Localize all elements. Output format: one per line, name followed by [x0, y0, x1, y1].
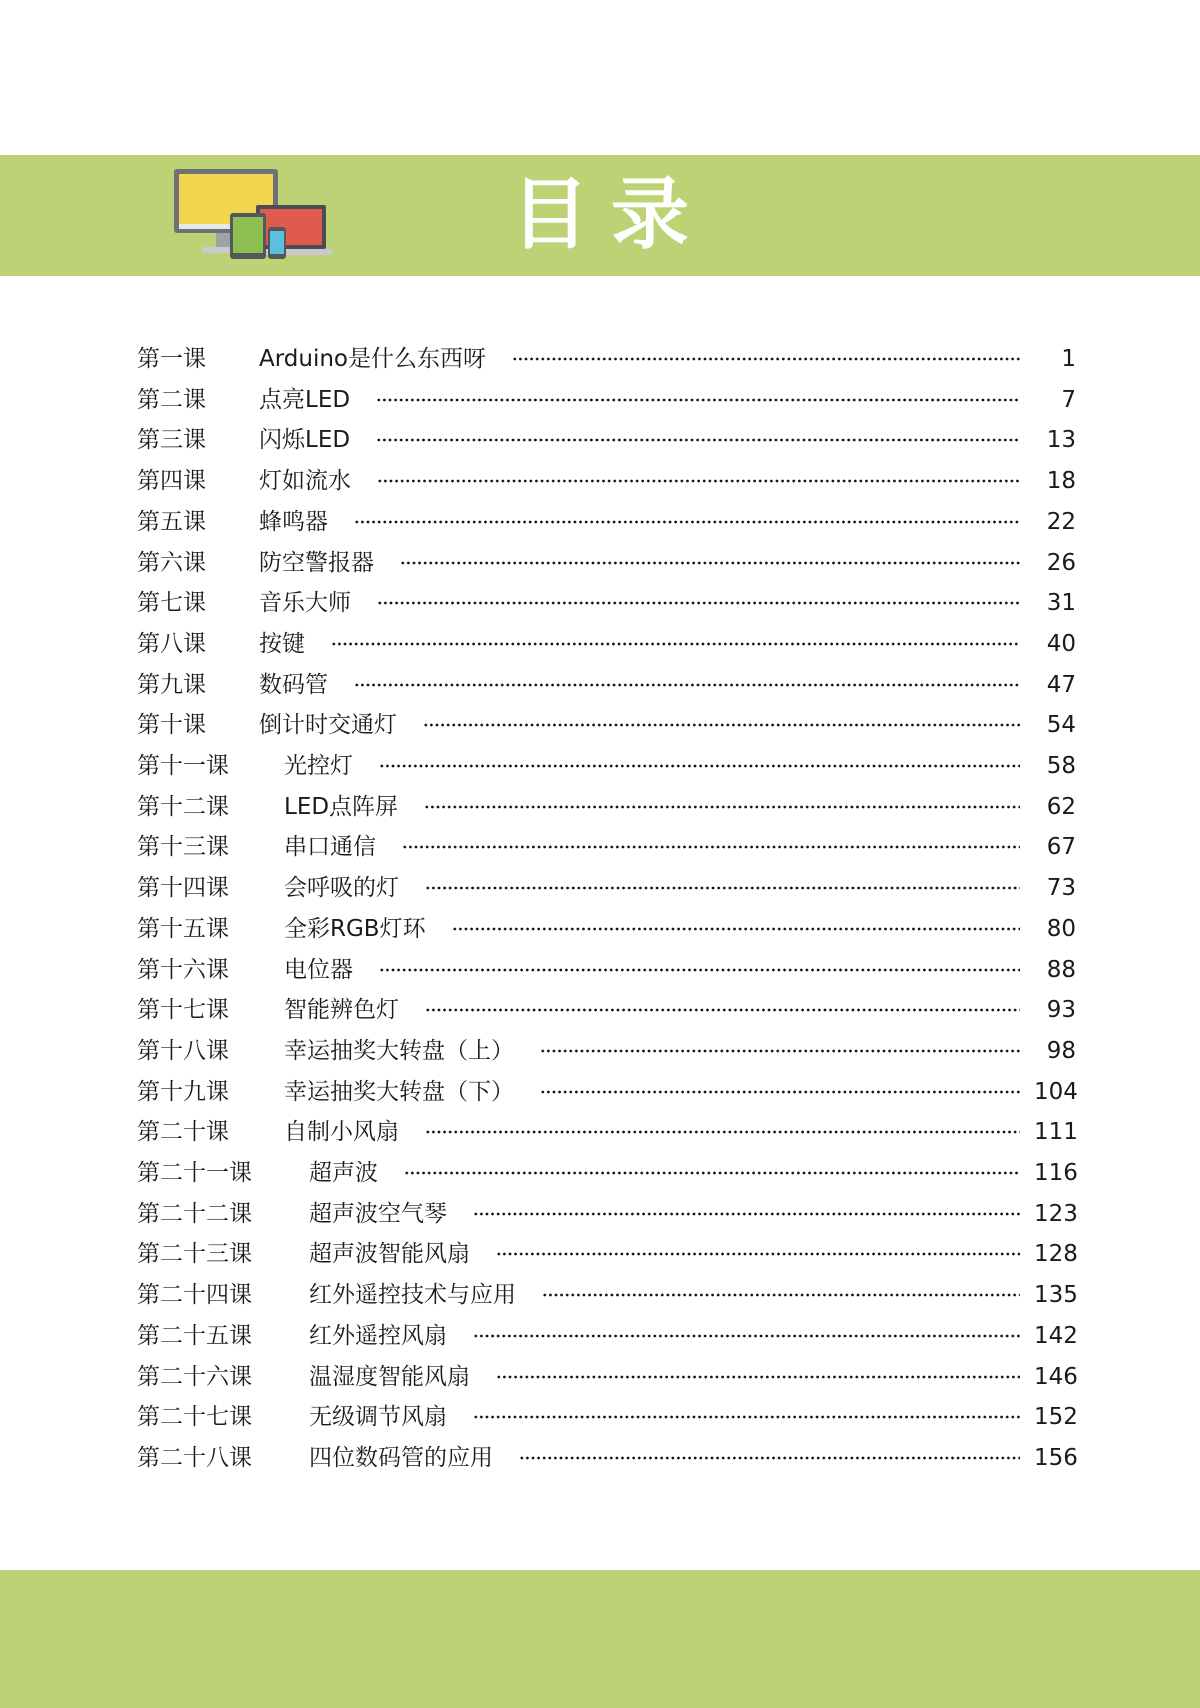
toc-lesson-number: 第十六课 [137, 956, 229, 983]
dot-leader [473, 1415, 1020, 1419]
toc-page-number: 104 [1034, 1078, 1078, 1105]
toc-topic: 幸运抽奖大转盘（上） [284, 1037, 514, 1064]
toc-lesson-number: 第二十三课 [137, 1241, 252, 1268]
toc-lesson-number: 第六课 [137, 549, 206, 576]
toc-entry[interactable] [137, 827, 1076, 867]
dot-leader [376, 438, 1020, 442]
dot-leader [425, 886, 1020, 890]
toc-page-number: 135 [1034, 1282, 1078, 1309]
toc-entry[interactable] [137, 543, 1076, 583]
toc-page-number: 13 [1046, 427, 1076, 454]
toc-entry[interactable] [137, 624, 1076, 664]
toc-topic: 音乐大师 [259, 590, 351, 617]
toc-topic: 按键 [259, 630, 305, 657]
toc-page-number: 73 [1046, 875, 1076, 902]
toc-topic: 数码管 [259, 671, 328, 698]
toc-lesson-number: 第五课 [137, 508, 206, 535]
page-title: 目录 [510, 170, 711, 260]
toc-entry[interactable] [137, 1031, 1076, 1071]
toc-entry[interactable] [137, 950, 1076, 990]
toc-topic: Arduino是什么东西呀 [259, 346, 487, 372]
toc-lesson-number: 第四课 [137, 468, 206, 495]
toc-page-number: 98 [1046, 1037, 1076, 1064]
toc-lesson-number: 第九课 [137, 671, 206, 698]
toc-topic: 会呼吸的灯 [284, 875, 399, 902]
toc-entry[interactable] [137, 1153, 1076, 1193]
toc-lesson-number: 第十课 [137, 712, 206, 739]
toc-topic: 红外遥控风扇 [309, 1322, 447, 1349]
toc-lesson-number: 第二课 [137, 386, 206, 413]
dot-leader [542, 1293, 1020, 1297]
toc-entry[interactable] [137, 1397, 1076, 1437]
toc-page-number: 93 [1046, 997, 1076, 1024]
dot-leader [402, 845, 1020, 849]
toc-lesson-number: 第二十七课 [137, 1404, 252, 1431]
toc-topic: 红外遥控技术与应用 [309, 1282, 516, 1309]
dot-leader [540, 1049, 1020, 1053]
toc-topic: 电位器 [284, 956, 353, 983]
toc-lesson-number: 第十五课 [137, 915, 229, 942]
header-banner [0, 155, 1200, 276]
toc-topic: 闪烁LED [259, 427, 351, 454]
toc-lesson-number: 第十四课 [137, 875, 229, 902]
toc-entry[interactable] [137, 990, 1076, 1030]
toc-page-number: 67 [1046, 834, 1076, 861]
toc-topic: 智能辨色灯 [284, 997, 399, 1024]
toc-entry[interactable] [137, 746, 1076, 786]
toc-page-number: 80 [1046, 915, 1076, 942]
toc-page-number: 1 [1061, 346, 1076, 372]
dot-leader [496, 1252, 1020, 1256]
toc-entry[interactable] [137, 787, 1076, 827]
dot-leader [423, 723, 1020, 727]
toc-entry[interactable] [137, 909, 1076, 949]
toc-entry[interactable] [137, 665, 1076, 705]
toc-entry[interactable] [137, 1112, 1076, 1152]
toc-page-number: 128 [1034, 1241, 1078, 1268]
dot-leader [452, 927, 1020, 931]
dot-leader [379, 764, 1020, 768]
toc-topic: 蜂鸣器 [259, 508, 328, 535]
toc-lesson-number: 第二十一课 [137, 1160, 252, 1186]
toc-topic: 倒计时交通灯 [259, 712, 397, 739]
toc-topic: 防空警报器 [259, 549, 374, 576]
dot-leader [512, 357, 1020, 361]
toc-lesson-number: 第十九课 [137, 1078, 229, 1105]
toc-entry[interactable] [137, 868, 1076, 908]
toc-lesson-number: 第二十课 [137, 1119, 229, 1146]
toc-entry[interactable] [137, 1357, 1076, 1397]
dot-leader [379, 968, 1020, 972]
toc-topic: 灯如流水 [259, 468, 351, 495]
toc-page-number: 40 [1046, 630, 1076, 657]
toc-page-number: 47 [1046, 671, 1076, 698]
toc-page-number: 26 [1046, 549, 1076, 576]
toc-topic: 点亮LED [259, 386, 351, 413]
toc-topic: 四位数码管的应用 [309, 1444, 493, 1471]
toc-lesson-number: 第七课 [137, 590, 206, 617]
dot-leader [354, 520, 1020, 524]
toc-topic: LED点阵屏 [284, 793, 399, 820]
dot-leader [400, 561, 1020, 565]
toc-topic: 温湿度智能风扇 [309, 1363, 470, 1390]
toc-page-number: 123 [1034, 1200, 1078, 1227]
toc-page-number: 62 [1046, 793, 1076, 820]
toc-topic: 超声波 [309, 1160, 378, 1186]
toc-page-number: 152 [1034, 1404, 1078, 1431]
dot-leader [377, 479, 1020, 483]
toc-lesson-number: 第十七课 [137, 997, 229, 1024]
toc-lesson-number: 第二十六课 [137, 1363, 252, 1390]
toc-entry[interactable] [137, 339, 1076, 379]
toc-topic: 全彩RGB灯环 [284, 915, 426, 942]
toc-page-number: 7 [1061, 386, 1076, 413]
toc-entry[interactable] [137, 1194, 1076, 1234]
dot-leader [496, 1375, 1020, 1379]
toc-topic: 超声波智能风扇 [309, 1241, 470, 1268]
toc-lesson-number: 第二十二课 [137, 1200, 252, 1227]
footer-band [0, 1570, 1200, 1708]
toc-page-number: 146 [1034, 1363, 1078, 1390]
toc-page-number: 88 [1046, 956, 1076, 983]
toc-lesson-number: 第二十四课 [137, 1282, 252, 1309]
toc-page-number: 54 [1046, 712, 1076, 739]
toc-lesson-number: 第一课 [137, 346, 206, 372]
toc-topic: 自制小风扇 [284, 1119, 399, 1146]
dot-leader [376, 398, 1020, 402]
dot-leader [540, 1090, 1020, 1094]
toc-page-number: 156 [1034, 1444, 1078, 1471]
toc-entry[interactable] [137, 583, 1076, 623]
dot-leader [519, 1456, 1020, 1460]
toc-page-number: 18 [1046, 468, 1076, 495]
toc-lesson-number: 第十二课 [137, 793, 229, 820]
toc-entry[interactable] [137, 1316, 1076, 1356]
dot-leader [425, 1130, 1020, 1134]
toc-lesson-number: 第二十八课 [137, 1444, 252, 1471]
toc-topic: 光控灯 [284, 753, 353, 779]
toc-lesson-number: 第十八课 [137, 1037, 229, 1064]
toc-entry[interactable] [137, 1275, 1076, 1315]
dot-leader [473, 1212, 1020, 1216]
toc-page-number: 31 [1046, 590, 1076, 617]
toc-entry[interactable] [137, 1438, 1076, 1478]
toc-page-number: 142 [1034, 1322, 1078, 1349]
toc-entry[interactable] [137, 1072, 1076, 1112]
toc-lesson-number: 第八课 [137, 630, 206, 657]
toc-entry[interactable] [137, 1234, 1076, 1274]
toc-entry[interactable] [137, 420, 1076, 460]
toc-lesson-number: 第十一课 [137, 753, 229, 779]
dot-leader [404, 1171, 1020, 1175]
dot-leader [377, 601, 1020, 605]
dot-leader [473, 1334, 1020, 1338]
dot-leader [425, 1008, 1020, 1012]
toc-page-number: 111 [1034, 1119, 1078, 1146]
toc-topic: 无级调节风扇 [309, 1404, 447, 1431]
toc-entry[interactable] [137, 502, 1076, 542]
dot-leader [331, 642, 1020, 646]
toc-page-number: 116 [1034, 1160, 1078, 1186]
dot-leader [424, 805, 1020, 809]
dot-leader [354, 683, 1020, 687]
toc-topic: 串口通信 [284, 834, 376, 861]
toc-entry[interactable] [137, 380, 1076, 420]
toc-page-number: 22 [1046, 508, 1076, 535]
toc-lesson-number: 第十三课 [137, 834, 229, 861]
toc-lesson-number: 第三课 [137, 427, 206, 454]
toc-page-number: 58 [1046, 753, 1076, 779]
toc-entry[interactable] [137, 461, 1076, 501]
toc-lesson-number: 第二十五课 [137, 1322, 252, 1349]
toc-topic: 幸运抽奖大转盘（下） [284, 1078, 514, 1105]
toc-topic: 超声波空气琴 [309, 1200, 447, 1227]
toc-entry[interactable] [137, 705, 1076, 745]
